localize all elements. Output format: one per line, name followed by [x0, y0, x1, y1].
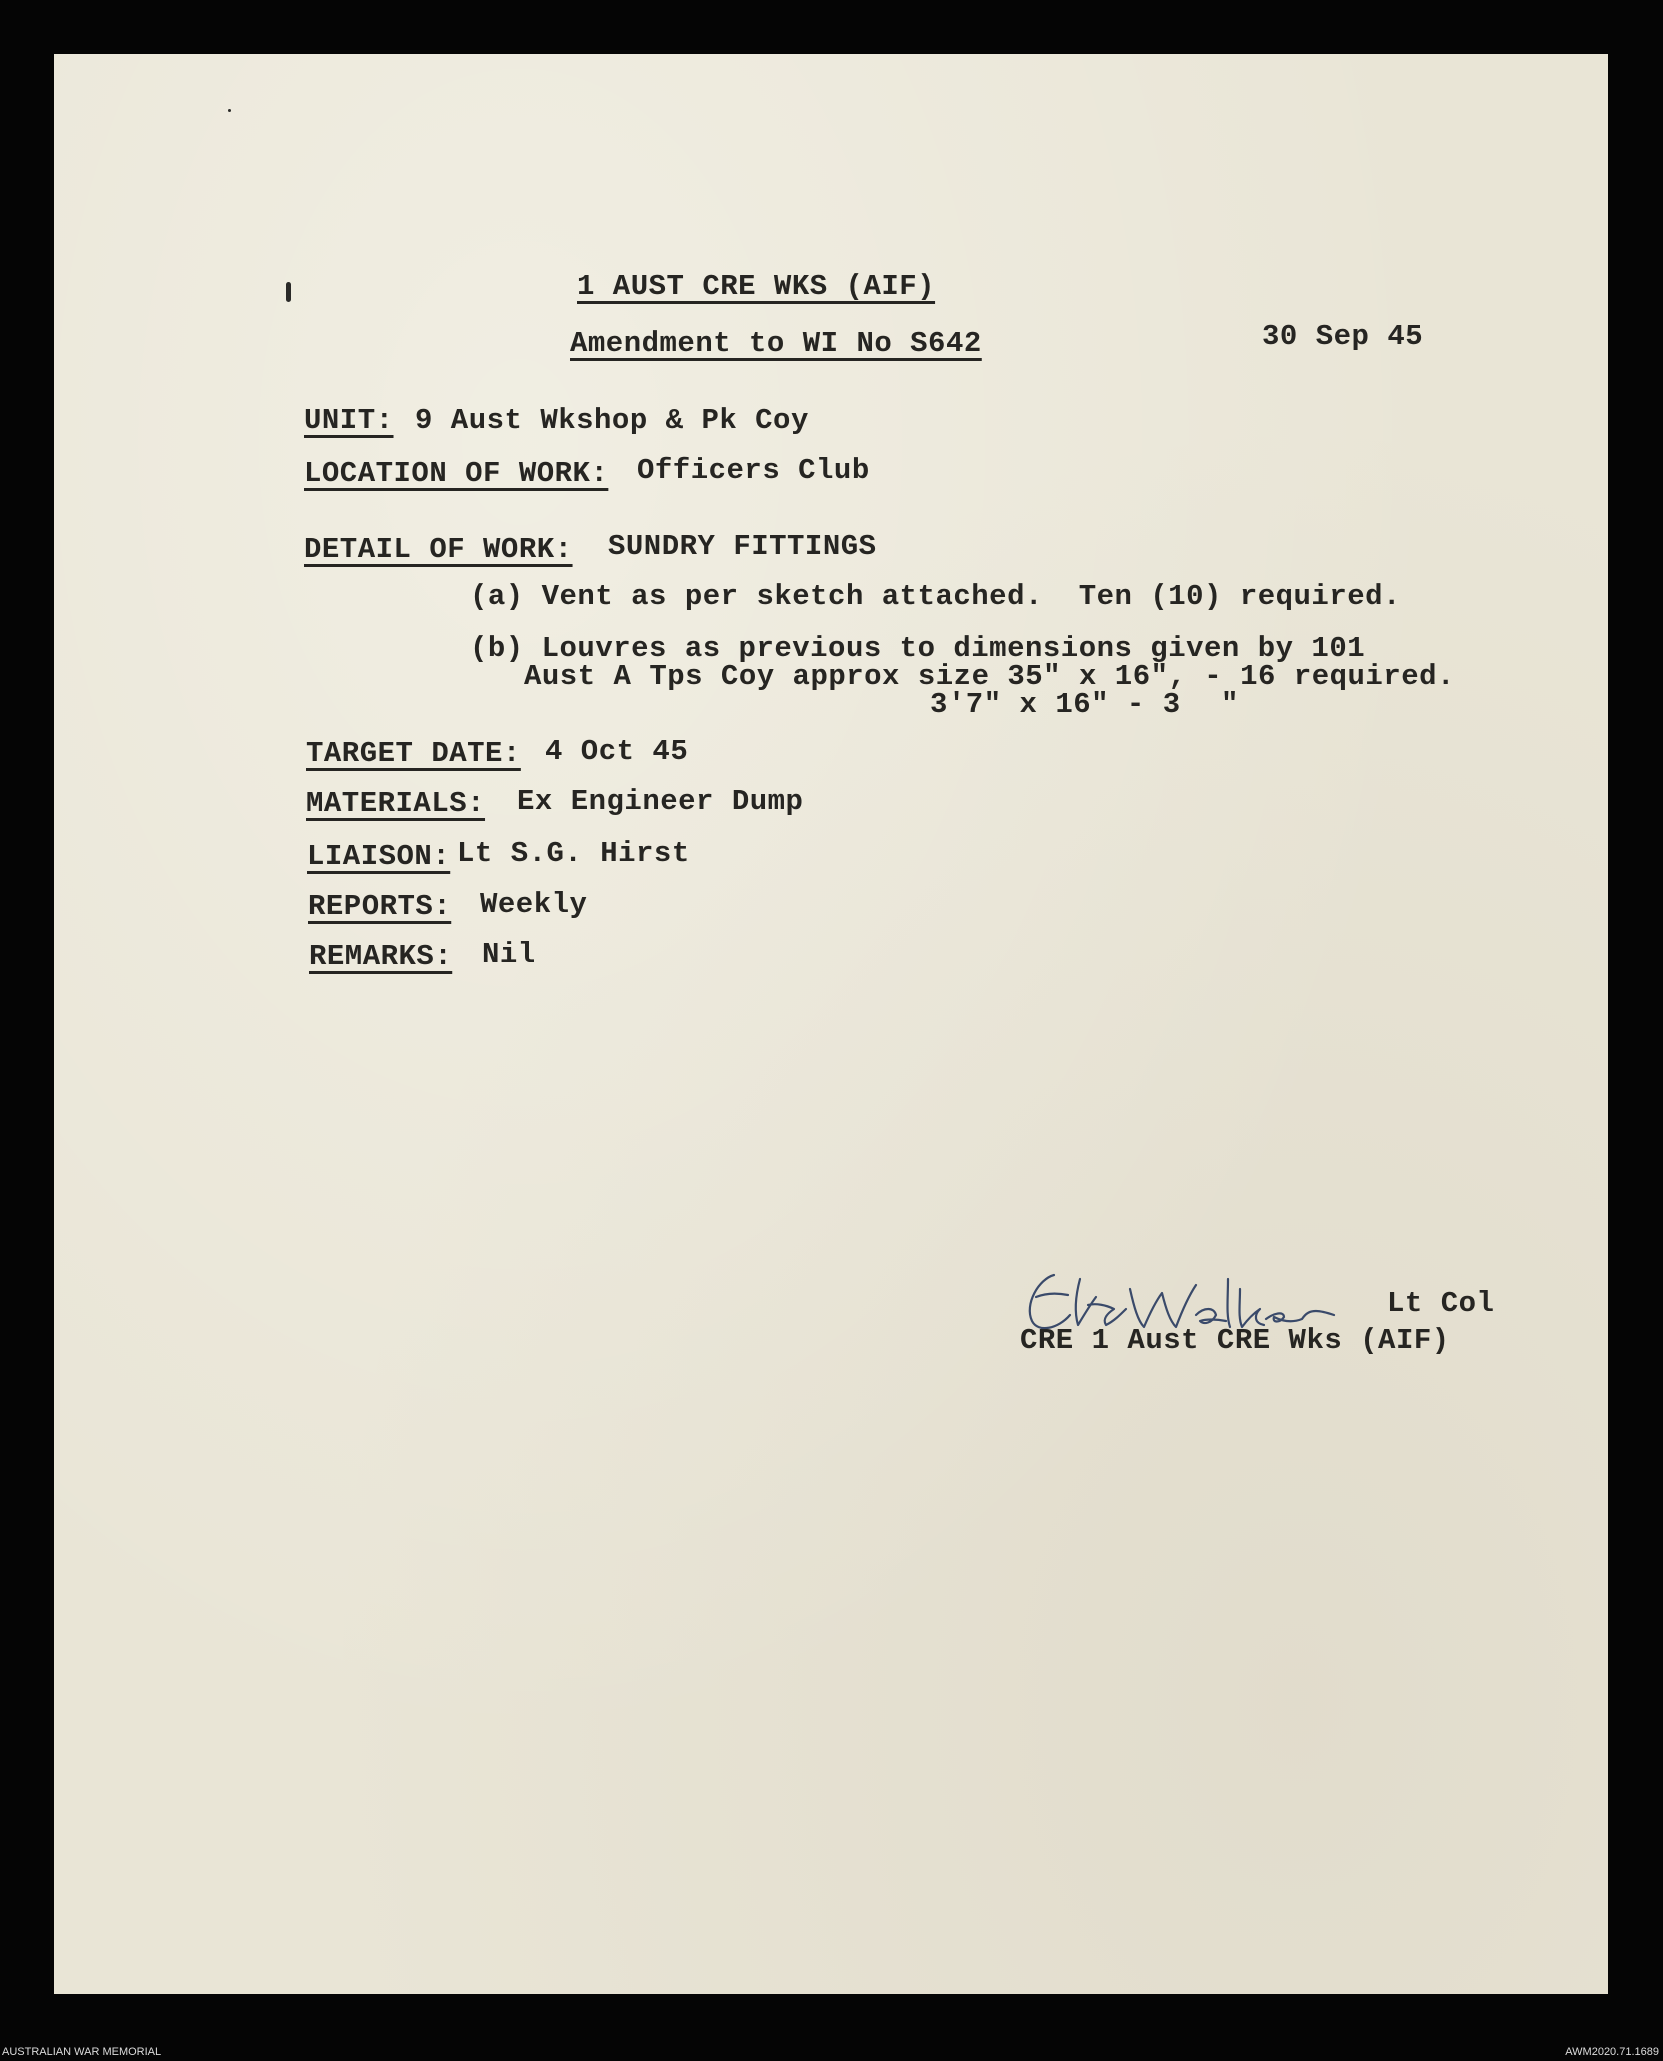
reports-label: REPORTS:	[308, 890, 452, 923]
unit-value: 9 Aust Wkshop & Pk Coy	[415, 404, 809, 437]
footer-accession-number: AWM2020.71.1689	[1565, 2046, 1659, 2058]
target-date-label: TARGET DATE:	[306, 737, 521, 770]
location-value: Officers Club	[637, 454, 870, 487]
signature-title: CRE 1 Aust CRE Wks (AIF)	[1020, 1324, 1450, 1357]
document-page	[54, 54, 1608, 1994]
item-a: (a) Vent as per sketch attached. Ten (10) required.	[470, 580, 1401, 613]
remarks-value: Nil	[482, 938, 536, 971]
detail-value: SUNDRY FITTINGS	[608, 530, 877, 563]
punch-mark	[286, 282, 291, 302]
ink-speck	[228, 109, 231, 112]
reports-value: Weekly	[480, 888, 588, 921]
materials-label: MATERIALS:	[306, 787, 486, 820]
document-heading: 1 AUST CRE WKS (AIF)	[577, 270, 936, 303]
item-b-line1: (b) Louvres as previous to dimensions given by 101	[470, 632, 1366, 665]
document-subheading: Amendment to WI No S642	[570, 327, 982, 360]
location-label: LOCATION OF WORK:	[304, 457, 609, 490]
detail-label: DETAIL OF WORK:	[304, 533, 573, 566]
footer-institution: AUSTRALIAN WAR MEMORIAL	[2, 2046, 162, 2058]
liaison-value: Lt S.G. Hirst	[457, 837, 690, 870]
materials-value: Ex Engineer Dump	[517, 785, 804, 818]
item-b-ditto: "	[1221, 688, 1239, 721]
remarks-label: REMARKS:	[309, 940, 453, 973]
item-b-line3: 3'7" x 16" - 3	[930, 688, 1181, 721]
target-date-value: 4 Oct 45	[545, 735, 689, 768]
document-date: 30 Sep 45	[1262, 320, 1424, 353]
signature-rank: Lt Col	[1387, 1287, 1495, 1320]
liaison-label: LIAISON:	[307, 840, 451, 873]
item-b-line2: Aust A Tps Coy approx size 35" x 16", - 16 required.	[524, 660, 1455, 693]
unit-label: UNIT:	[304, 404, 394, 437]
